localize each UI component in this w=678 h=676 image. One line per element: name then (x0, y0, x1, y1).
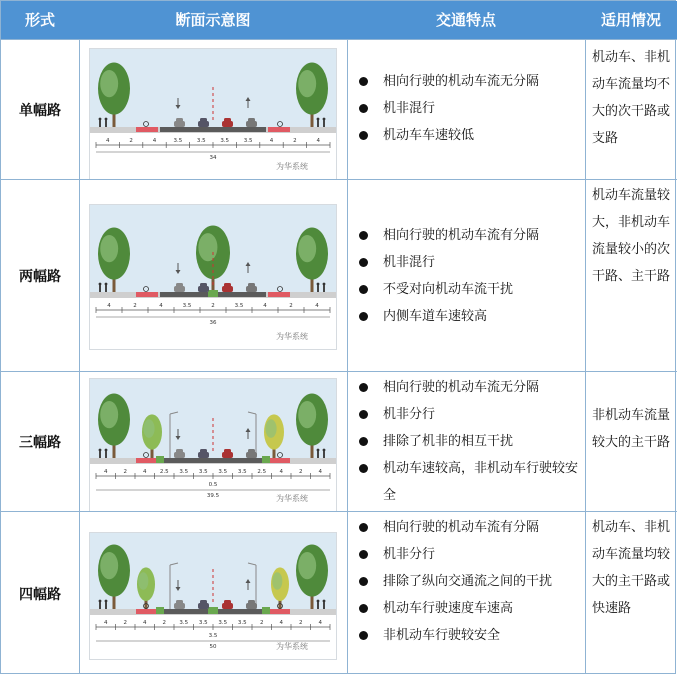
traffic-feature-list (357, 374, 579, 509)
bullet-icon (359, 131, 368, 140)
bullet-icon (359, 285, 368, 294)
double-carriageway-section (90, 205, 336, 345)
table-header (1, 1, 677, 39)
dimension-label: 2 (129, 138, 133, 144)
person-body (323, 285, 325, 292)
header-applicable-scope: 适用情况 (600, 11, 661, 29)
dimension-label: 4 (105, 138, 110, 144)
tree-highlight (298, 235, 316, 262)
dimension-label: 4 (316, 138, 321, 144)
bike-lane (268, 292, 290, 297)
dimension-label: 3.5 (196, 138, 206, 144)
tree-highlight (265, 419, 276, 437)
dimension-label: 4 (104, 620, 108, 626)
dimension-label: 4 (318, 469, 322, 475)
dimension-label: 2 (289, 303, 293, 309)
bullet-icon (359, 464, 368, 473)
dimension-subtotal: 0.5 (208, 482, 218, 488)
car-roof (176, 283, 183, 287)
person-icon (323, 283, 326, 286)
person-icon (317, 283, 320, 286)
dimension-label: 2.5 (257, 469, 267, 475)
side-divider (262, 456, 270, 463)
person-icon (99, 118, 102, 121)
person-body (323, 120, 325, 127)
person-body (317, 120, 319, 127)
list-item: 机非分行 (357, 541, 579, 568)
median-strip (208, 290, 218, 297)
dimension-label: 2.5 (159, 469, 169, 475)
dimension-total: 50 (209, 644, 217, 650)
tree-highlight (143, 419, 154, 437)
tree-highlight (138, 572, 148, 590)
person-body (105, 285, 107, 292)
person-icon (99, 283, 102, 286)
person-icon (317, 449, 320, 452)
bike-lane (136, 609, 158, 614)
dimension-label: 4 (143, 469, 147, 475)
list-item: 机非分行 (357, 401, 579, 428)
car-roof (200, 600, 207, 604)
car-roof (248, 118, 255, 122)
bike-lane (136, 292, 158, 297)
watermark-text: 为华系统 (276, 162, 308, 171)
header-traffic-features: 交通特点 (435, 11, 496, 29)
list-item: 相向行驶的机动车流有分隔 (357, 514, 579, 541)
list-item: 相向行驶的机动车流有分隔 (357, 222, 579, 249)
header-section-diagram: 断面示意图 (175, 11, 251, 29)
bullet-icon (359, 550, 368, 559)
dimension-label: 3.5 (218, 469, 228, 475)
person-body (105, 120, 107, 127)
bullet-icon (359, 523, 368, 532)
bullet-icon (359, 577, 368, 586)
watermark-text: 为华系统 (276, 332, 308, 341)
dimension-label: 4 (152, 138, 157, 144)
bike-lane (268, 127, 290, 132)
side-divider (156, 456, 164, 463)
list-item: 机非混行 (357, 249, 579, 276)
dimension-label: 3.5 (179, 620, 189, 626)
tree-highlight (100, 235, 118, 262)
cross-section-diagram (89, 532, 337, 660)
bullet-icon (359, 604, 368, 613)
person-body (105, 602, 107, 609)
dimension-label: 3.5 (237, 620, 247, 626)
car-roof (248, 600, 255, 604)
carriageway (160, 458, 266, 463)
car-roof (176, 118, 183, 122)
bike-lane (268, 609, 290, 614)
car-roof (224, 283, 231, 287)
person-icon (317, 600, 320, 603)
car-roof (200, 118, 207, 122)
table-row-quadruple (1, 511, 677, 675)
side-divider (262, 607, 270, 614)
person-body (317, 602, 319, 609)
header-form: 形式 (24, 11, 55, 29)
car-roof (248, 283, 255, 287)
bike-lane (136, 458, 158, 463)
form-label: 三幅路 (19, 435, 61, 451)
bullet-icon (359, 312, 368, 321)
tree-highlight (298, 70, 316, 97)
person-body (99, 120, 101, 127)
dimension-label: 3.5 (220, 138, 230, 144)
dimension-label: 4 (269, 138, 274, 144)
dimension-label: 3.5 (198, 469, 208, 475)
tree-highlight (100, 401, 118, 428)
traffic-feature-list (357, 514, 579, 649)
list-item: 机动车行驶速度车速高 (357, 595, 579, 622)
dimension-label: 3.5 (234, 303, 244, 309)
bullet-icon (359, 258, 368, 267)
applicable-scope: 机动车、非机动车流量均不大的次干路或支路 (592, 50, 671, 146)
dimension-label: 2 (299, 620, 303, 626)
applicable-scope: 机动车流量较大，非机动车流量较小的次干路、主干路 (592, 188, 671, 284)
list-item: 相向行驶的机动车流无分隔 (357, 68, 579, 95)
cross-section-diagram (89, 378, 337, 512)
quadruple-carriageway-section (90, 533, 336, 655)
tree-highlight (298, 401, 316, 428)
triple-carriageway-section (90, 379, 336, 507)
dimension-label: 4 (159, 303, 163, 309)
person-icon (99, 449, 102, 452)
dimension-label: 4 (104, 469, 108, 475)
list-item: 机动车车速较低 (357, 122, 579, 149)
tree-highlight (100, 552, 118, 579)
car-roof (200, 449, 207, 453)
dimension-label: 4 (279, 620, 283, 626)
dimension-total: 34 (209, 155, 217, 161)
tree-highlight (198, 233, 217, 261)
person-icon (323, 118, 326, 121)
bike-lane (136, 127, 158, 132)
applicable-scope: 机动车、非机动车流量均较大的主干路或快速路 (592, 520, 671, 616)
list-item: 排除了机非的相互干扰 (357, 428, 579, 455)
cross-section-diagram (89, 204, 337, 350)
dimension-label: 2 (211, 303, 215, 309)
table-row-single (1, 39, 677, 179)
table-row-triple (1, 371, 677, 511)
dimension-label: 3.5 (182, 303, 192, 309)
bullet-icon (359, 104, 368, 113)
bullet-icon (359, 631, 368, 640)
person-icon (105, 600, 108, 603)
applicable-scope: 非机动车流量较大的主干路 (592, 408, 671, 450)
tree-highlight (100, 70, 118, 97)
person-body (99, 285, 101, 292)
person-body (323, 451, 325, 458)
car-roof (248, 449, 255, 453)
tree-highlight (298, 552, 316, 579)
dimension-label: 2 (162, 620, 166, 626)
dimension-total: 36 (209, 320, 217, 326)
traffic-feature-list (357, 68, 579, 149)
form-label: 两幅路 (19, 269, 61, 285)
person-body (105, 451, 107, 458)
person-body (317, 451, 319, 458)
median-strip (208, 607, 218, 614)
person-body (99, 602, 101, 609)
person-body (317, 285, 319, 292)
car-roof (224, 600, 231, 604)
person-icon (105, 283, 108, 286)
car-roof (200, 283, 207, 287)
dimension-label: 4 (107, 303, 111, 309)
dimension-label: 4 (263, 303, 267, 309)
list-item: 机非混行 (357, 95, 579, 122)
car-roof (176, 600, 183, 604)
dimension-label: 2 (260, 620, 264, 626)
watermark-text: 为华系统 (276, 494, 308, 503)
dimension-label: 4 (318, 620, 322, 626)
bullet-icon (359, 410, 368, 419)
form-label: 四幅路 (19, 587, 61, 603)
bullet-icon (359, 437, 368, 446)
cross-section-diagram (89, 48, 337, 180)
dimension-label: 3.5 (218, 620, 228, 626)
bullet-icon (359, 77, 368, 86)
person-icon (323, 600, 326, 603)
dimension-label: 2 (123, 469, 127, 475)
dimension-label: 3.5 (179, 469, 189, 475)
list-item: 机动车速较高，非机动车行驶较安全 (357, 455, 579, 509)
tree-highlight (272, 572, 282, 590)
person-icon (105, 118, 108, 121)
table-row-double (1, 179, 677, 371)
bike-lane (268, 458, 290, 463)
dimension-label: 2 (299, 469, 303, 475)
person-icon (323, 449, 326, 452)
dimension-label: 4 (143, 620, 147, 626)
single-carriageway-section (90, 49, 336, 175)
person-body (323, 602, 325, 609)
dimension-label: 4 (279, 469, 283, 475)
list-item: 不受对向机动车流干扰 (357, 276, 579, 303)
list-item: 非机动车行驶较安全 (357, 622, 579, 649)
list-item: 排除了纵向交通流之间的干扰 (357, 568, 579, 595)
dimension-label: 2 (293, 138, 297, 144)
bullet-icon (359, 383, 368, 392)
bullet-icon (359, 231, 368, 240)
car-roof (224, 118, 231, 122)
dimension-subtotal: 3.5 (208, 633, 218, 639)
side-divider (156, 607, 164, 614)
dimension-label: 3.5 (243, 138, 253, 144)
watermark-text: 为华系统 (276, 642, 308, 651)
dimension-label: 2 (123, 620, 127, 626)
car-roof (176, 449, 183, 453)
car-roof (224, 449, 231, 453)
carriageway (160, 127, 266, 132)
form-label: 单幅路 (19, 103, 61, 119)
traffic-feature-list (357, 222, 579, 330)
person-icon (99, 600, 102, 603)
dimension-label: 3.5 (173, 138, 183, 144)
person-icon (317, 118, 320, 121)
person-body (99, 451, 101, 458)
list-item: 相向行驶的机动车流无分隔 (357, 374, 579, 401)
dimension-label: 3.5 (198, 620, 208, 626)
dimension-label: 2 (133, 303, 137, 309)
dimension-label: 3.5 (237, 469, 247, 475)
list-item: 内侧车道车速较高 (357, 303, 579, 330)
person-icon (105, 449, 108, 452)
dimension-label: 4 (315, 303, 319, 309)
dimension-total: 39.5 (206, 493, 220, 499)
